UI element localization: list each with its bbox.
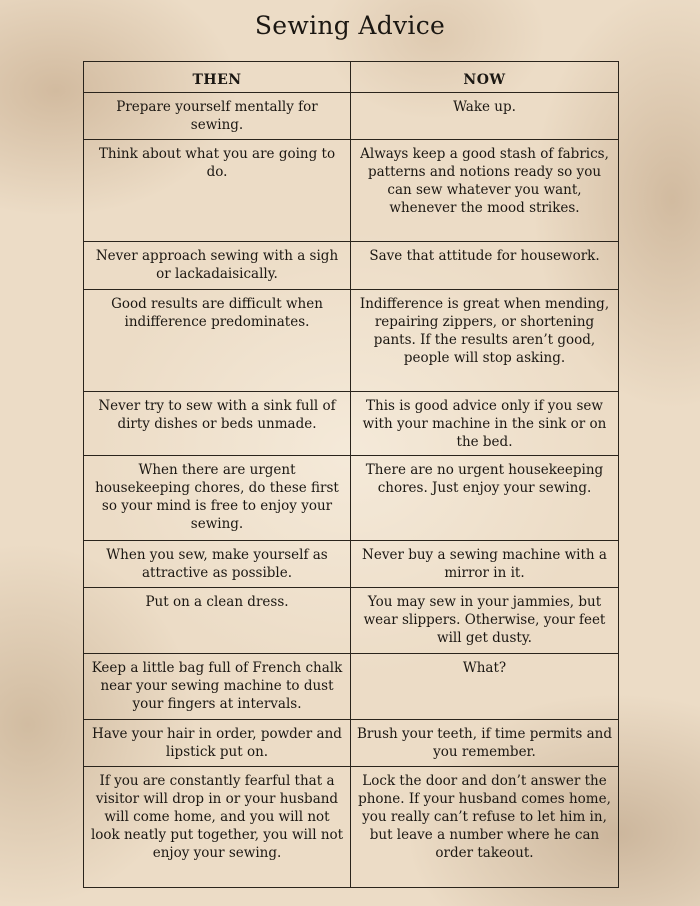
now-cell: Brush your teeth, if time permits and you remember. [351,720,619,767]
then-cell: Prepare yourself mentally for sewing. [84,93,351,140]
then-cell: When there are urgent housekeeping chores, do these first so your mind is free to enjoy your sewing. [84,456,351,541]
then-cell: If you are constantly fearful that a visitor will drop in or your husband will come home, and you will not look neatly put together, you will not enjoy your sewing. [84,767,351,888]
now-cell: Save that attitude for housework. [351,242,619,290]
now-cell: This is good advice only if you sew with your machine in the sink or on the bed. [351,392,619,456]
header-row [84,62,619,93]
then-cell: Never try to sew with a sink full of dirty dishes or beds unmade. [84,392,351,456]
table-row [84,654,619,720]
now-cell: Never buy a sewing machine with a mirror in it. [351,541,619,588]
table-row [84,242,619,290]
table-row [84,720,619,767]
now-cell: What? [351,654,619,720]
now-cell: Always keep a good stash of fabrics, patterns and notions ready so you can sew whatever you want, whenever the mood strikes. [351,140,619,242]
table-row [84,767,619,888]
now-cell: There are no urgent housekeeping chores. Just enjoy your sewing. [351,456,619,541]
table-row [84,392,619,456]
now-column-header: NOW [351,62,619,93]
table-row [84,541,619,588]
then-cell: Think about what you are going to do. [84,140,351,242]
table-row [84,290,619,392]
now-cell: Lock the door and don’t answer the phone. If your husband comes home, you really can’t refuse to let him in, but leave a number where he can order takeout. [351,767,619,888]
table-row [84,456,619,541]
then-cell: Have your hair in order, powder and lipstick put on. [84,720,351,767]
advice-table [83,61,619,888]
then-cell: Put on a clean dress. [84,588,351,654]
then-cell: Keep a little bag full of French chalk near your sewing machine to dust your fingers at intervals. [84,654,351,720]
table-row [84,93,619,140]
then-column-header: THEN [84,62,351,93]
table-row [84,140,619,242]
table-row [84,588,619,654]
now-cell: You may sew in your jammies, but wear slippers. Otherwise, your feet will get dusty. [351,588,619,654]
then-cell: Good results are difficult when indifference predominates. [84,290,351,392]
page-title: Sewing Advice [254,11,446,40]
then-cell: Never approach sewing with a sigh or lackadaisically. [84,242,351,290]
now-cell: Indifference is great when mending, repairing zippers, or shortening pants. If the results aren’t good, people will stop asking. [351,290,619,392]
then-cell: When you sew, make yourself as attractive as possible. [84,541,351,588]
now-cell: Wake up. [351,93,619,140]
